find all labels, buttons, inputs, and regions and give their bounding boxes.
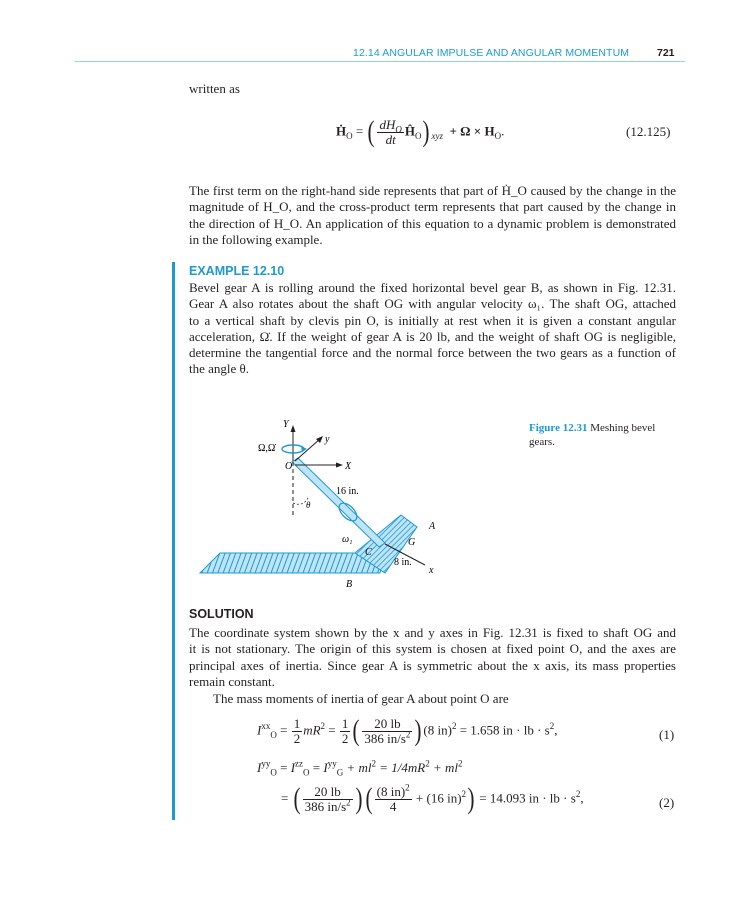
figure-caption-text: Meshing bevel gears. bbox=[529, 422, 656, 448]
eq-xyz-sub: xyz bbox=[431, 131, 443, 142]
example-line: determine the tangential force and the normal force between the two gears as a function of bbox=[189, 345, 676, 361]
eq2b-result: = 14.093 in · lb · s bbox=[479, 790, 576, 806]
paragraph-1 bbox=[189, 183, 676, 248]
eq-period: . bbox=[501, 123, 505, 139]
example-title: EXAMPLE 12.10 bbox=[189, 264, 285, 278]
eq1-lhs: I bbox=[257, 722, 262, 738]
equation-1: $I^{xx}_O$ = $\frac{1}{2}$ $mR^2$ = $\frac{1}{2}$ ( $\frac{20 lb}{386 in/s^2}$ ) (8 in)$^2$ = 1.658 in · lb · $s^2$, bbox=[257, 714, 558, 748]
mass-moments-intro: The mass moments of inertia of gear A about point O are bbox=[213, 691, 509, 706]
equation-2b: = ( $\frac{20 lb}{386 in/s^2}$ ) ( $\frac{(8 in)^2}{4}$ + (16 in)$^2$) = 14.093 in · lb · $s^2$, bbox=[281, 782, 584, 816]
eq2b-plus: + (16 in) bbox=[415, 790, 462, 806]
label-x: x bbox=[429, 565, 434, 576]
eq-lhs-sub: O bbox=[346, 131, 353, 142]
eq1-half-1: $\frac{1}{2}$ bbox=[293, 716, 301, 746]
page-number: 721 bbox=[657, 47, 675, 59]
example-line: the angle θ. bbox=[189, 361, 250, 377]
equation-number-12-125: (12.125) bbox=[626, 124, 671, 139]
figure-caption-label: Figure 12.31 bbox=[529, 422, 588, 434]
eq2a-rest: + ml bbox=[346, 760, 372, 775]
eq2a-rest2: = 1/4mR bbox=[379, 760, 426, 775]
eq2b-weight-fraction: $\frac{20 lb}{386 in/s^2}$ bbox=[304, 784, 351, 814]
eq2b-fraction: $\frac{(8 in)^2}{4}$ bbox=[376, 782, 410, 814]
eq1-mr2: mR bbox=[303, 722, 321, 738]
label-Y: Y bbox=[283, 419, 289, 430]
example-sidebar-rule bbox=[172, 262, 175, 820]
y-body-axis bbox=[295, 439, 320, 461]
eq1-lhs-sup: xx bbox=[261, 721, 271, 732]
intro-text: written as bbox=[189, 81, 240, 96]
eq-equals: = bbox=[355, 123, 367, 139]
eq-cross-term-sub: O bbox=[494, 131, 502, 142]
paragraph-1-line: magnitude of H_O, and the cross-product term represents that part caused by the change in bbox=[189, 199, 676, 215]
eq1-half-2: $\frac{1}{2}$ bbox=[341, 716, 349, 746]
equation-12-125 bbox=[336, 115, 505, 149]
equation-number-2: (2) bbox=[659, 795, 675, 810]
y-axis-arrow bbox=[291, 425, 296, 432]
eq-cross-term: + Ω × H bbox=[449, 123, 495, 139]
example-line: to a vertical shaft by clevis pin O, is initially at rest when it is given a constant angular bbox=[189, 312, 676, 328]
paragraph-1-line: The first term on the right-hand side represents that part of Ḣ_O caused by the change in the bbox=[189, 183, 676, 198]
eq1-weight-fraction: $\frac{20 lb}{386 in/s^2}$ bbox=[364, 716, 411, 746]
paragraph-1-line: the direction of H_O. An application of this equation to a dynamic problem is demonstrated bbox=[189, 215, 676, 231]
section-title: 12.14 ANGULAR IMPULSE AND ANGULAR MOMENTUM bbox=[353, 47, 630, 59]
label-theta: θ bbox=[306, 500, 311, 510]
example-line: Bevel gear A is rolling around the fixed horizontal bevel gear B, as shown in Fig. 12.31. bbox=[189, 280, 676, 295]
eq2a-lhs1: I bbox=[257, 760, 262, 775]
solution-text bbox=[189, 625, 676, 690]
label-y: y bbox=[325, 434, 330, 445]
label-C: C bbox=[365, 547, 372, 558]
example-line: Gear A also rotates about the shaft OG with angular velocity ω₁. The shaft OG, attached bbox=[189, 296, 676, 312]
eq1-result: = 1.658 in · lb · s bbox=[459, 722, 550, 738]
eq-fraction-num-sub: O bbox=[395, 124, 402, 135]
header-rule bbox=[75, 61, 685, 62]
eq-unit-vector: Ĥ bbox=[404, 123, 415, 139]
eq-fraction-den: dt bbox=[385, 132, 396, 147]
eq2a-rest3: + ml bbox=[432, 760, 458, 775]
running-head bbox=[0, 45, 737, 61]
eq-fraction bbox=[377, 118, 403, 147]
label-G: G bbox=[408, 537, 416, 548]
label-X: X bbox=[345, 461, 352, 472]
eq1-lhs-sub: O bbox=[270, 730, 277, 741]
equation-2a: $I^{yy}_O = I^{zz}_O = I^{yy}_G + ml^2 = 1/4mR^2 + ml^2$ bbox=[257, 758, 463, 778]
label-omega: Ω,Ω̇ bbox=[258, 443, 276, 454]
gear-b bbox=[200, 553, 385, 573]
eq-right-paren: ) bbox=[422, 115, 430, 149]
label-length1: 16 in. bbox=[336, 486, 359, 497]
eq2a-lhs2: I bbox=[290, 760, 296, 775]
example-text bbox=[189, 280, 676, 378]
paragraph-1-line: in the following example. bbox=[189, 231, 323, 247]
eq1-tail: (8 in) bbox=[423, 722, 452, 738]
solution-line: The coordinate system shown by the x and y axes in Fig. 12.31 is fixed to shaft OG and bbox=[189, 625, 676, 640]
label-O: O bbox=[285, 461, 293, 472]
eq-fraction-num: dH bbox=[379, 117, 396, 132]
label-B: B bbox=[346, 579, 353, 590]
equation-number-1: (1) bbox=[659, 727, 675, 742]
eq-lhs: Ḣ bbox=[336, 123, 347, 139]
example-line: acceleration, Ω̇. If the weight of gear A is 20 lb, and the weight of shaft OG is negligible, bbox=[189, 328, 676, 344]
solution-title: SOLUTION bbox=[189, 607, 254, 621]
eq2a-lhs3: I bbox=[323, 760, 328, 775]
solution-line: it is not stationary. The origin of this system is chosen at fixed point O, and the axes are bbox=[189, 641, 676, 657]
solution-line: remain constant. bbox=[189, 673, 275, 689]
x-axis-arrow bbox=[336, 463, 343, 468]
solution-line: principal axes of inertia. Since gear A is symmetric about the x axis, its mass properties bbox=[189, 657, 676, 673]
label-w1: ω₁ bbox=[342, 534, 353, 545]
eq-unit-vector-sub: O bbox=[414, 131, 422, 142]
label-A: A bbox=[429, 521, 436, 532]
eq-left-paren: ( bbox=[367, 115, 375, 149]
figure-caption bbox=[529, 421, 679, 449]
figure-12-31 bbox=[195, 415, 445, 595]
label-length2: 8 in. bbox=[394, 557, 412, 568]
